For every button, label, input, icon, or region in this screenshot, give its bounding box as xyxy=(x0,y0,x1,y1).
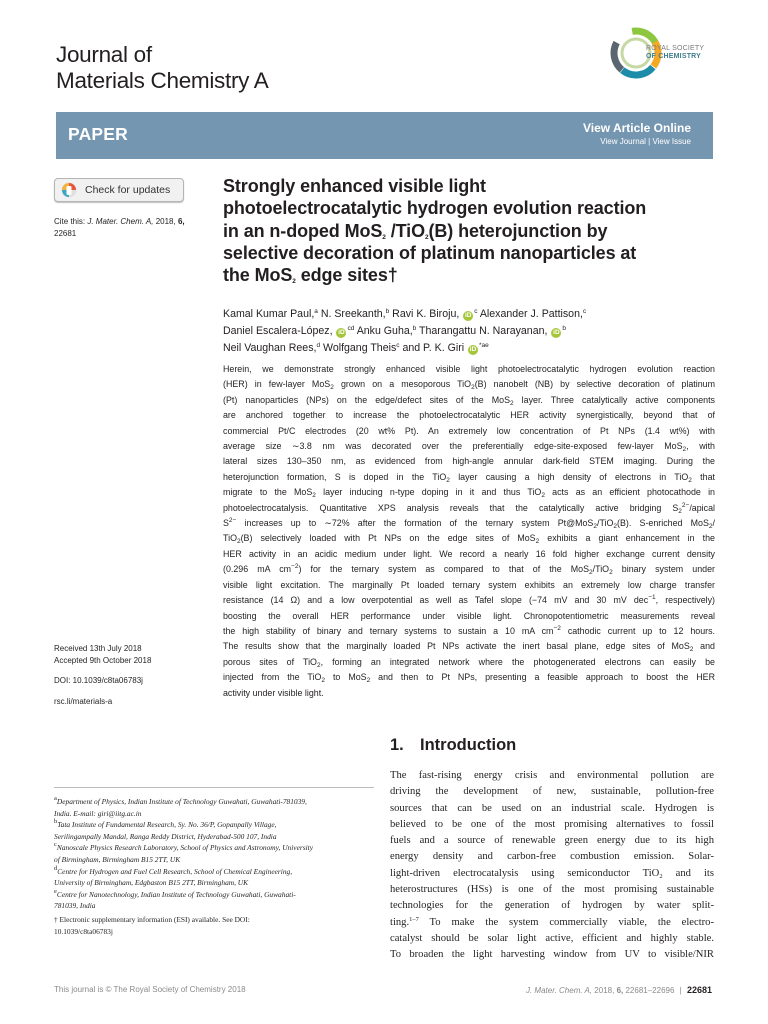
banner-links xyxy=(583,121,691,148)
cite-volume: 6, xyxy=(177,217,185,226)
journal-title xyxy=(56,42,269,94)
footer-volume: 6, xyxy=(616,986,624,995)
affiliation-line: India. E-mail: giri@iitg.ac.in xyxy=(54,808,142,818)
citation xyxy=(54,216,224,239)
affiliation-line: $^b$Tata Institute of Fundamental Research, Sy. No. 36/P, Gopanpally Village, xyxy=(54,818,277,830)
footer-pages: 22681–22696 xyxy=(625,986,675,995)
footer-separator: | xyxy=(679,986,682,995)
footnote-divider xyxy=(54,787,374,788)
received-date: Received 13th July 2018 xyxy=(54,644,142,653)
author-line: Daniel Escalera-López, $iD^{cd}$ Anku Guha,$^b$ Tharangattu N. Narayanan, $iD^b$ xyxy=(223,325,567,337)
rsc-wordmark-line2: OF CHEMISTRY xyxy=(646,53,702,60)
section-number: 1. xyxy=(390,736,404,754)
affiliation-line: of Birmingham, Birmingham B15 2TT, UK xyxy=(54,854,181,864)
abstract-line: photoelectrocatalysis. Quantitative XPS analysis reveals that the catalytically active bridging $S_2^{2-}$/apical xyxy=(223,501,715,515)
affiliation-line: 781039, India xyxy=(54,901,96,911)
intro-line: catalyst should be solar light active, efficient and highly stable. xyxy=(390,932,714,944)
affiliation-line: $^d$Centre for Hydrogen and Fuel Cell Research, School of Chemical Engineering, xyxy=(54,864,293,876)
intro-line: energy density and carbon-free combustion emission. Solar- xyxy=(390,851,714,863)
abstract-line: Herein, we demonstrate strongly enhanced visible light photoelectrocatalytic hydrogen evolution reaction xyxy=(223,364,715,374)
affiliation-line: $^a$Department of Physics, Indian Institute of Technology Guwahati, Guwahati-781039, xyxy=(54,795,307,806)
abstract-line: resistance (14 Ω) and a low overpotential as well as Tafel slope (−74 mV and 30 mV dec$^{-1}$, respectively) xyxy=(223,594,716,606)
cite-prefix: Cite this: xyxy=(54,217,86,226)
intro-line: ting.$^{1-7}$ To make the system commercially viable, the electro- xyxy=(390,915,714,928)
footer-journal: J. Mater. Chem. A, xyxy=(525,986,593,995)
check-for-updates-button[interactable] xyxy=(54,178,184,202)
title-line: selective decoration of platinum nanoparticles at xyxy=(223,242,637,263)
cite-journal: J. Mater. Chem. A, xyxy=(87,217,154,226)
article-type-banner xyxy=(56,112,713,159)
intro-line: believed to be one of the most promising alternatives to fossil xyxy=(390,818,714,830)
intro-line: heterostructures (HSs) is one of the most promising sustainable xyxy=(390,884,714,896)
journal-url[interactable]: rsc.li/materials-a xyxy=(54,697,113,706)
affiliation-line: University of Birmingham, Edgbaston B15 2TT, Birmingham, UK xyxy=(54,878,249,888)
intro-line: driving the development of new, sustainable, pollution-free xyxy=(390,786,714,798)
rsc-logo xyxy=(608,25,720,81)
abstract-line: heterojunction formation, S is doped in the TiO$_2$ layer causing a high density of electrons in TiO$_2$ that xyxy=(223,471,715,484)
cite-year: 2018, xyxy=(155,217,176,226)
page-footer xyxy=(526,985,712,995)
abstract-line: (0.296 mA $cm^{-2}$) for the ternary system as compared to that of the MoS$_2$/TiO$_2$ binary system under xyxy=(223,563,715,577)
abstract xyxy=(223,362,715,701)
title-line: Strongly enhanced visible light xyxy=(223,176,486,196)
abstract-line: the high stability of binary and ternary systems to sustain a 10 mA $cm^{-2}$ cathodic current up to 12 hours. xyxy=(223,624,715,636)
journal-title-line2: Materials Chemistry A xyxy=(56,68,269,93)
abstract-line: The results show that the marginally loaded Pt NPs activate the inert basal plane, edge sites of MoS$_2$ and xyxy=(223,641,715,654)
esi-doi[interactable]: 10.1039/c8ta06783j xyxy=(54,926,113,936)
abstract-line: visible light excitation. The marginally Pt loaded ternary system exhibits an extremely low charge transfer xyxy=(223,579,715,590)
title-line: photoelectrocatalytic hydrogen evolution reaction xyxy=(223,198,647,219)
affiliation-line: $^e$Centre for Nanotechnology, Indian Institute of Technology Guwahati, Guwahati- xyxy=(54,887,296,899)
copyright-footer: This journal is © The Royal Society of Chemistry 2018 xyxy=(54,985,246,994)
check-for-updates-label: Check for updates xyxy=(85,184,171,196)
footer-year: 2018, xyxy=(594,986,615,995)
author-line: Kamal Kumar Paul,$^a$ N. Sreekanth,$^b$ Ravi K. Biroju, $iD^c$ Alexander J. Pattison,$^c$ xyxy=(223,308,587,320)
intro-line: fuels and a source of renewable green energy due to its high xyxy=(390,835,714,847)
abstract-line: $S^{2-}$ increases up to ∼72% after the formation of the ternary system Pt@MoS$_2$/TiO$_2$(B). S-enriched MoS$_2$/ xyxy=(223,517,715,531)
orcid-icon[interactable]: iD xyxy=(553,329,560,336)
abstract-line: (Pt) nanoparticles (NPs) on the edge/defect sites of the MoS$_2$ layer. Three catalytically active components xyxy=(223,394,715,407)
article-type-label: PAPER xyxy=(68,124,128,144)
rsc-wordmark xyxy=(646,45,704,61)
abstract-line: (HER) in few-layer MoS$_2$ grown on a mesoporous TiO$_2$(B) nanobelt (NB) by selective decoration of platinum xyxy=(223,379,715,392)
abstract-line: are anchored together to increase the photoelectrocatalytic HER activity synergistically, beyond that of xyxy=(223,410,715,421)
introduction-text xyxy=(390,768,714,964)
affiliation-line: Serilingampally Mandal, Ranga Reddy District, Hyderabad-500 107, India xyxy=(54,831,277,841)
orcid-icon[interactable]: iD xyxy=(469,346,477,353)
abstract-line: HER activity in an acidic medium under light. We record a nearly 16 fold higher exchange current density xyxy=(223,548,715,559)
affiliations xyxy=(54,796,374,937)
title-line: in an n-doped MoS$_2$ /TiO$_2$(B) heterojunction by xyxy=(223,220,608,241)
abstract-line: TiO$_2$(B) selectively loaded with Pt NPs on the edge sites of MoS$_2$ exhibits a giant enhancement in the xyxy=(223,533,715,546)
esi-note: † Electronic supplementary information (ESI) available. See DOI: xyxy=(54,914,250,924)
journal-title-line1: Journal of xyxy=(56,42,152,67)
author-list xyxy=(223,306,723,357)
intro-line: light-driven electrocatalysis using semiconductor TiO$_2$ and its xyxy=(390,867,714,880)
author-line: Neil Vaughan Rees,$^d$ Wolfgang Theis$^c$ and P. K. Giri $iD^{*ae}$ xyxy=(223,342,489,354)
orcid-icon[interactable]: iD xyxy=(338,329,345,336)
intro-line: The fast-rising energy crisis and environmental pollution are xyxy=(390,770,714,781)
abstract-line: porous sites of TiO$_2$, forming an integrated network where the photogenerated electrons can easily be xyxy=(223,656,715,669)
abstract-line: boosting the overall HER performance under visible light. Chronopotentiometric measurements reveal xyxy=(223,610,715,621)
section-title: Introduction xyxy=(420,736,517,754)
abstract-line: average size ∼3.8 nm was decorated over the preferentially edge-site-exposed few-layer MoS$_2$, with xyxy=(223,441,715,454)
view-article-online-link[interactable]: View Article Online xyxy=(582,121,691,135)
cite-pages: 22681 xyxy=(54,228,77,238)
article-dates xyxy=(54,643,219,666)
rsc-wordmark-line1: ROYAL SOCIETY xyxy=(646,45,705,52)
introduction-heading xyxy=(390,736,516,755)
intro-line: To broaden the light harvesting window from UV to visible/NIR xyxy=(390,949,714,961)
title-line: the MoS$_2$ edge sites† xyxy=(223,265,398,286)
affiliation-line: $^c$Nanoscale Physics Research Laboratory, School of Physics and Astronomy, University xyxy=(54,841,313,853)
intro-line: technologies for the generation of hydrogen by water split- xyxy=(390,900,714,912)
orcid-icon[interactable]: iD xyxy=(465,312,472,319)
crossmark-icon xyxy=(61,182,77,198)
abstract-line: activity under visible light. xyxy=(223,687,324,698)
abstract-line: lateral sizes 130–350 nm, as evidenced from high-angle annular dark-field STEM imaging. During the xyxy=(223,456,715,467)
abstract-line: migrate to the MoS$_2$ layer inducing n-type doping in it and thus TiO$_2$ acts as an efficient photocathode in xyxy=(223,487,715,500)
doi[interactable]: DOI: 10.1039/c8ta06783j xyxy=(54,676,143,685)
view-journal-issue-links[interactable]: View Journal | View Issue xyxy=(600,137,691,146)
intro-line: sources that can be used on an industrial scale. Hydrogen is xyxy=(390,802,714,814)
page-number: 22681 xyxy=(686,985,712,995)
abstract-line: commercial Pt/C electrodes (20 wt% Pt). An extremely low concentration of Pt NPs (1.4 wt%) with xyxy=(223,425,715,436)
article-title xyxy=(223,175,723,286)
abstract-line: injected from the TiO$_2$ to MoS$_2$ and then to Pt NPs, presenting a feasible approach to boost the HER xyxy=(223,672,715,685)
accepted-date: Accepted 9th October 2018 xyxy=(54,655,152,665)
